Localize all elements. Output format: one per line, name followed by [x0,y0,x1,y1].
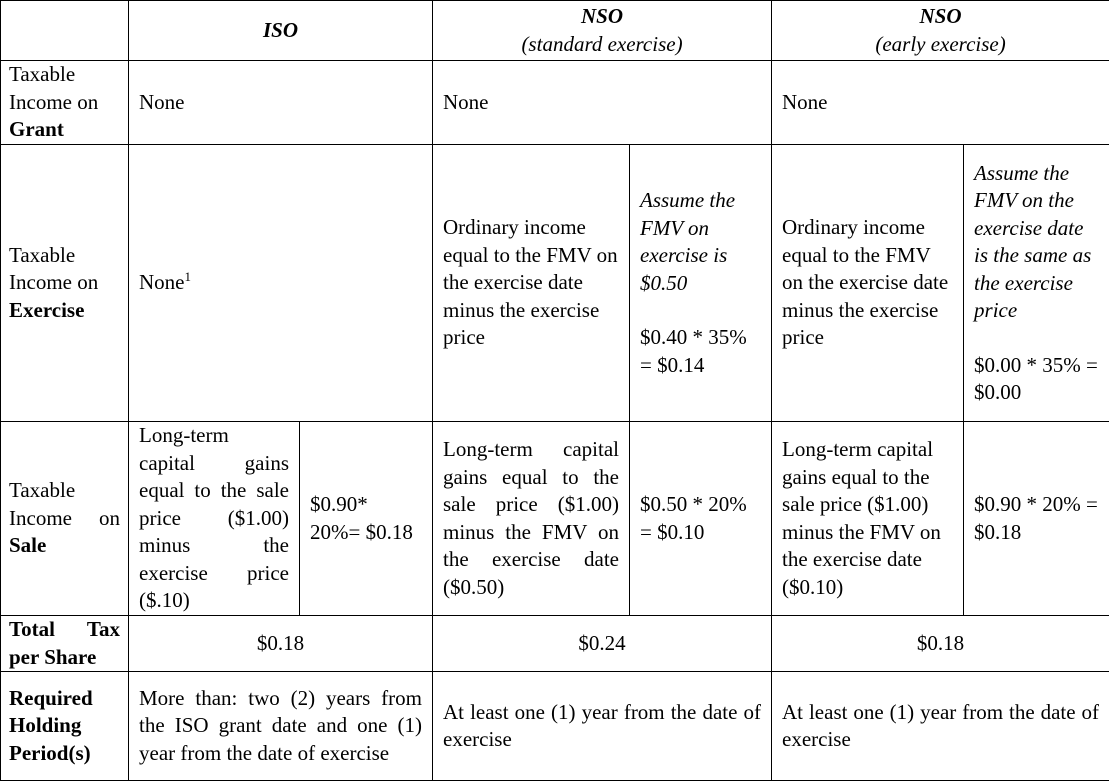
grant-iso-cell: None [129,61,433,145]
sale-nso-standard-cell: Long-term capital gains equal to the sale price ($1.00) minus the FMV on the exercise date ($0.50) [433,422,630,616]
header-row [1,1,1109,61]
exercise-nso-early-note-cell [964,145,1109,422]
exercise-row [1,145,1109,422]
exercise-nso-early-cell: Ordinary income equal to the FMV on the exercise date minus the exercise price [772,145,964,422]
header-nso-early-title: NSO [782,3,1099,31]
holding-nso-standard-cell: At least one (1) year from the date of exercise [433,672,772,781]
header-nso-standard-title: NSO [443,3,761,31]
exercise-nso-standard-cell: Ordinary income equal to the FMV on the exercise date minus the exercise price [433,145,630,422]
spacer [974,325,1099,352]
grant-row [1,61,1109,145]
sale-nso-early-cell: Long-term capital gains equal to the sale price ($1.00) minus the FMV on the exercise date ($0.10) [772,422,964,616]
header-iso [129,1,433,61]
row-label-sale-bold: Sale [9,533,46,557]
exercise-nso-standard-note: Assume the FMV on exercise is $0.50 [640,187,761,297]
exercise-nso-early-calc: $0.00 * 35% = $0.00 [974,352,1099,407]
exercise-nso-early-note: Assume the FMV on the exercise date is the same as the exercise price [974,160,1099,325]
total-nso-standard-cell: $0.24 [433,616,772,672]
row-label-holding: Required Holding Period(s) [1,672,129,781]
sale-nso-standard-calc-cell: $0.50 * 20% = $0.10 [630,422,772,616]
row-label-grant-prefix: Taxable Income on [9,62,98,114]
row-label-total: Total Tax per Share [1,616,129,672]
sale-iso-calc-cell: $0.90* 20%= $0.18 [300,422,433,616]
total-nso-early-cell: $0.18 [772,616,1109,672]
row-label-sale [1,422,129,616]
row-label-exercise-prefix: Taxable Income on [9,243,98,295]
total-iso-cell: $0.18 [129,616,433,672]
row-label-grant-bold: Grant [9,117,64,141]
sale-nso-early-calc-cell: $0.90 * 20% = $0.18 [964,422,1109,616]
spacer [640,297,761,324]
row-label-sale-prefix: Taxable Income on [9,478,120,530]
exercise-iso-cell [129,145,433,422]
header-iso-title: ISO [139,17,422,45]
header-empty-cell [1,1,129,61]
exercise-nso-standard-calc: $0.40 * 35% = $0.14 [640,324,761,379]
header-nso-standard-subtitle: (standard exercise) [443,31,761,59]
grant-nso-early-cell: None [772,61,1109,145]
exercise-iso-text: None [139,270,185,294]
grant-nso-standard-cell: None [433,61,772,145]
sale-iso-cell: Long-term capital gains equal to the sale price ($1.00) minus the exercise price ($.10) [129,422,300,616]
row-label-grant [1,61,129,145]
total-row [1,616,1109,672]
row-label-exercise-bold: Exercise [9,298,84,322]
header-nso-standard [433,1,772,61]
header-nso-early-subtitle: (early exercise) [782,31,1099,59]
holding-row [1,672,1109,781]
header-nso-early [772,1,1109,61]
holding-iso-cell: More than: two (2) years from the ISO grant date and one (1) year from the date of exercise [129,672,433,781]
exercise-nso-standard-note-cell [630,145,772,422]
sale-row [1,422,1109,616]
footnote-marker: 1 [185,269,192,284]
row-label-exercise [1,145,129,422]
holding-nso-early-cell: At least one (1) year from the date of exercise [772,672,1109,781]
